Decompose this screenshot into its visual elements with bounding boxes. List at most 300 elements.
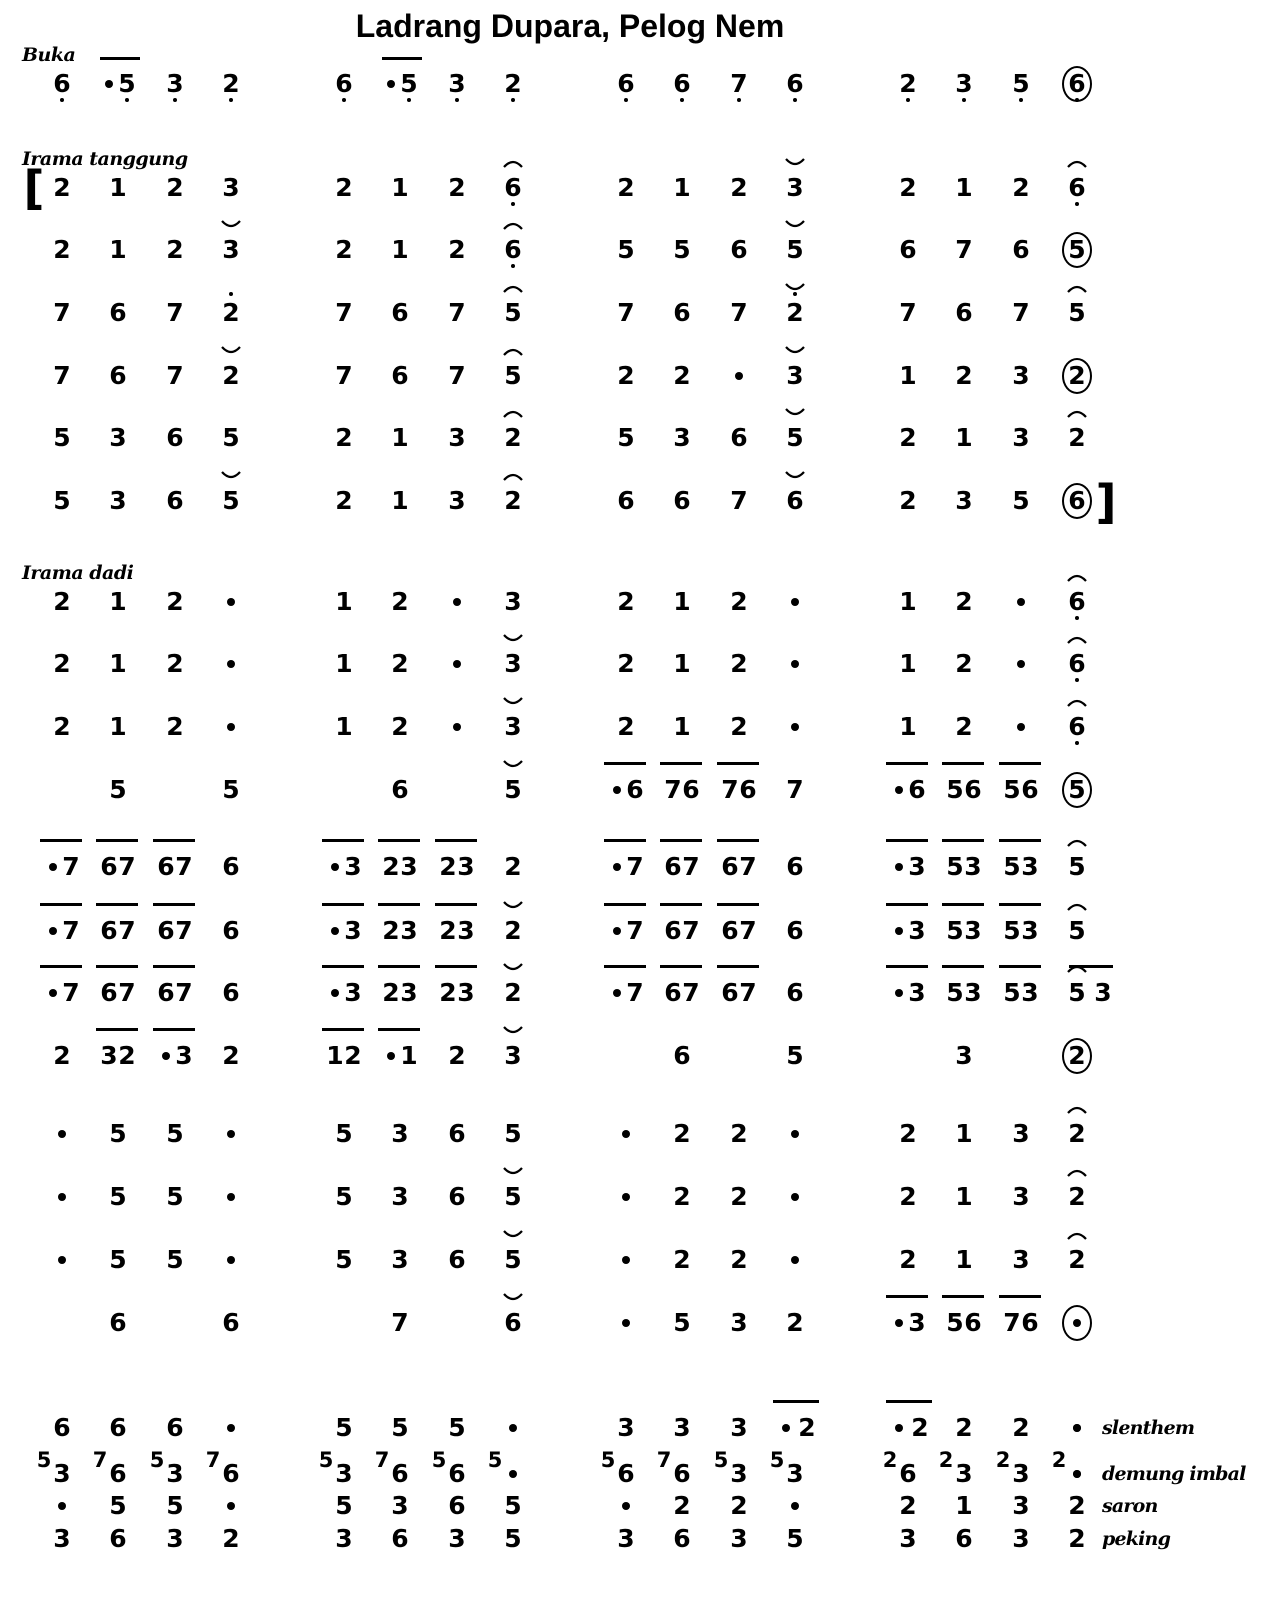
note: 5 xyxy=(1012,69,1030,98)
note: 6 xyxy=(222,916,240,945)
note: 5 xyxy=(617,423,635,452)
rest-dot xyxy=(735,372,743,380)
note: 5 xyxy=(786,423,804,452)
note: 2 xyxy=(118,1041,136,1070)
note: 6 xyxy=(391,1524,409,1553)
note: 6 xyxy=(617,69,635,98)
note: 7 xyxy=(739,852,757,881)
note: 3 xyxy=(53,1459,71,1488)
note: 3 xyxy=(1021,978,1039,1007)
note: 7 xyxy=(62,916,80,945)
beat-bar xyxy=(378,1028,420,1031)
note: 2 xyxy=(617,173,635,202)
note: 7 xyxy=(53,361,71,390)
note: 5 xyxy=(1068,852,1086,881)
rest-dot xyxy=(613,786,621,794)
note: 3 xyxy=(1012,1524,1030,1553)
note: 7 xyxy=(955,235,973,264)
kempul-mark-arc xyxy=(1067,283,1087,293)
note: 2 xyxy=(617,649,635,678)
kenong-mark-arc xyxy=(503,1026,523,1036)
demung-sup-note: 5 xyxy=(600,1448,616,1472)
note: 6 xyxy=(1068,173,1086,202)
note: 5 xyxy=(109,1119,127,1148)
note: 2 xyxy=(335,423,353,452)
gong-circle xyxy=(1062,772,1092,808)
kenong-mark-arc xyxy=(503,1293,523,1303)
note: 6 xyxy=(100,852,118,881)
note: 3 xyxy=(457,916,475,945)
note: 2 xyxy=(1068,1119,1086,1148)
note: 6 xyxy=(391,361,409,390)
note: 3 xyxy=(1012,1245,1030,1274)
low-octave-dot xyxy=(60,98,64,102)
note: 5 xyxy=(946,978,964,1007)
gong-circle xyxy=(1062,358,1092,394)
note: 2 xyxy=(448,1041,466,1070)
note: 6 xyxy=(1021,1308,1039,1337)
note: 3 xyxy=(908,978,926,1007)
note: 7 xyxy=(175,916,193,945)
instrument-label-slenthem: slenthem xyxy=(1102,1417,1195,1439)
rest-dot xyxy=(331,863,339,871)
note: 6 xyxy=(730,235,748,264)
note: 5 xyxy=(786,1041,804,1070)
kenong-mark-arc xyxy=(785,220,805,230)
note: 7 xyxy=(448,361,466,390)
rest-dot xyxy=(58,1256,66,1264)
note: 3 xyxy=(400,852,418,881)
note: 3 xyxy=(457,852,475,881)
note: 5 xyxy=(504,1119,522,1148)
note: 6 xyxy=(908,775,926,804)
demung-sup-note: 5 xyxy=(487,1448,503,1472)
note: 3 xyxy=(504,587,522,616)
note: 6 xyxy=(391,775,409,804)
beat-bar xyxy=(717,839,759,842)
kenong-mark-arc xyxy=(503,1230,523,1240)
note: 3 xyxy=(344,852,362,881)
note: 5 xyxy=(504,1524,522,1553)
rest-dot xyxy=(895,786,903,794)
note: 6 xyxy=(964,1308,982,1337)
note: 5 xyxy=(1012,486,1030,515)
note: 3 xyxy=(964,916,982,945)
note: 2 xyxy=(730,649,748,678)
beat-bar xyxy=(717,903,759,906)
note: 2 xyxy=(1068,1245,1086,1274)
note: 6 xyxy=(448,1491,466,1520)
rest-dot xyxy=(227,1256,235,1264)
note: 3 xyxy=(391,1182,409,1211)
note: 6 xyxy=(673,1041,691,1070)
page-title: Ladrang Dupara, Pelog Nem xyxy=(355,8,785,44)
kenong-mark-arc xyxy=(221,346,241,356)
note: 5 xyxy=(504,1491,522,1520)
beat-bar xyxy=(886,903,928,906)
rest-dot xyxy=(895,1424,903,1432)
note: 3 xyxy=(391,1491,409,1520)
kempul-mark-arc xyxy=(1067,1167,1087,1177)
beat-bar xyxy=(717,762,759,765)
note: 3 xyxy=(730,1413,748,1442)
rest-dot xyxy=(895,863,903,871)
note: 6 xyxy=(673,1524,691,1553)
note: 2 xyxy=(166,173,184,202)
beat-bar xyxy=(942,839,984,842)
note: 6 xyxy=(664,852,682,881)
rest-dot xyxy=(622,1319,630,1327)
note: 2 xyxy=(617,587,635,616)
note: 2 xyxy=(1012,1413,1030,1442)
note: 3 xyxy=(964,852,982,881)
beat-bar xyxy=(942,903,984,906)
note: 6 xyxy=(955,298,973,327)
kenong-mark-arc xyxy=(503,901,523,911)
note: 6 xyxy=(1068,649,1086,678)
note: 7 xyxy=(335,361,353,390)
kempul-mark-arc xyxy=(503,408,523,418)
note: 1 xyxy=(955,173,973,202)
kempul-mark-arc xyxy=(1067,901,1087,911)
note: 1 xyxy=(109,235,127,264)
note: 3 xyxy=(1012,1119,1030,1148)
note: 5 xyxy=(166,1119,184,1148)
note: 7 xyxy=(682,852,700,881)
kenong-mark-arc xyxy=(503,760,523,770)
low-octave-dot xyxy=(1075,741,1079,745)
note: 7 xyxy=(899,298,917,327)
note: 7 xyxy=(175,978,193,1007)
note: 3 xyxy=(1094,978,1112,1007)
kempul-mark-arc xyxy=(1067,697,1087,707)
note: 1 xyxy=(109,649,127,678)
note: 5 xyxy=(118,69,136,98)
note: 7 xyxy=(626,916,644,945)
note: 6 xyxy=(673,1459,691,1488)
rest-dot xyxy=(895,927,903,935)
note: 3 xyxy=(730,1308,748,1337)
note: 5 xyxy=(222,486,240,515)
demung-sup-note: 7 xyxy=(205,1448,221,1472)
note: 1 xyxy=(955,1491,973,1520)
kenong-mark-arc xyxy=(785,283,805,293)
note: 2 xyxy=(222,69,240,98)
note: 2 xyxy=(391,587,409,616)
beat-bar xyxy=(382,57,422,60)
note: 3 xyxy=(344,978,362,1007)
note: 5 xyxy=(504,361,522,390)
kenong-mark-arc xyxy=(785,471,805,481)
note: 2 xyxy=(53,587,71,616)
kempul-mark-arc xyxy=(1067,1230,1087,1240)
note: 3 xyxy=(109,423,127,452)
low-octave-dot xyxy=(342,98,346,102)
rest-dot xyxy=(622,1130,630,1138)
note: 6 xyxy=(504,235,522,264)
note: 2 xyxy=(899,173,917,202)
note: 3 xyxy=(908,916,926,945)
low-octave-dot xyxy=(407,98,411,102)
note: 6 xyxy=(617,1459,635,1488)
note: 7 xyxy=(391,1308,409,1337)
note: 2 xyxy=(955,649,973,678)
instrument-label-demung: demung imbal xyxy=(1102,1463,1246,1485)
note: 7 xyxy=(62,978,80,1007)
beat-bar xyxy=(886,965,928,968)
rest-dot xyxy=(791,1130,799,1138)
note: 6 xyxy=(109,1459,127,1488)
beat-bar xyxy=(435,839,477,842)
rest-dot xyxy=(453,598,461,606)
note: 7 xyxy=(118,978,136,1007)
rest-dot xyxy=(227,660,235,668)
note: 6 xyxy=(786,69,804,98)
note: 5 xyxy=(53,423,71,452)
note: 7 xyxy=(730,69,748,98)
note: 3 xyxy=(166,1524,184,1553)
note: 1 xyxy=(109,712,127,741)
note: 5 xyxy=(166,1491,184,1520)
note: 7 xyxy=(118,852,136,881)
beat-bar xyxy=(660,762,702,765)
note: 2 xyxy=(899,423,917,452)
demung-sup-note: 5 xyxy=(149,1448,165,1472)
beat-bar xyxy=(378,839,420,842)
note: 6 xyxy=(673,298,691,327)
note: 2 xyxy=(166,649,184,678)
note: 2 xyxy=(617,712,635,741)
note: 5 xyxy=(335,1245,353,1274)
note: 6 xyxy=(721,852,739,881)
note: 3 xyxy=(335,1459,353,1488)
note: 6 xyxy=(448,1245,466,1274)
note: 6 xyxy=(391,1459,409,1488)
kempul-mark-arc xyxy=(1067,837,1087,847)
beat-bar xyxy=(886,1295,928,1298)
kempul-mark-arc xyxy=(503,283,523,293)
beat-bar xyxy=(153,1028,195,1031)
kenong-mark-arc xyxy=(785,158,805,168)
note: 5 xyxy=(222,423,240,452)
beat-bar xyxy=(604,839,646,842)
rest-dot xyxy=(622,1256,630,1264)
note: 1 xyxy=(673,173,691,202)
demung-sup-note: 5 xyxy=(431,1448,447,1472)
note: 5 xyxy=(1068,298,1086,327)
rest-dot xyxy=(49,989,57,997)
note: 1 xyxy=(391,235,409,264)
note: 6 xyxy=(157,916,175,945)
note: 6 xyxy=(53,69,71,98)
note: 6 xyxy=(786,852,804,881)
note: 3 xyxy=(457,978,475,1007)
note: 2 xyxy=(1068,423,1086,452)
note: 7 xyxy=(1003,1308,1021,1337)
note: 7 xyxy=(626,852,644,881)
note: 2 xyxy=(222,298,240,327)
note: 6 xyxy=(222,852,240,881)
note: 5 xyxy=(448,1413,466,1442)
note: 2 xyxy=(1068,1041,1086,1070)
note: 2 xyxy=(1012,173,1030,202)
beat-bar xyxy=(96,903,138,906)
rest-dot xyxy=(49,863,57,871)
rest-dot xyxy=(1073,1470,1081,1478)
note: 5 xyxy=(786,235,804,264)
demung-sup-note: 2 xyxy=(882,1448,898,1472)
note: 2 xyxy=(899,69,917,98)
low-octave-dot xyxy=(1075,202,1079,206)
note: 6 xyxy=(1012,235,1030,264)
note: 3 xyxy=(908,1308,926,1337)
note: 3 xyxy=(908,852,926,881)
kempul-mark-arc xyxy=(1067,1104,1087,1114)
note: 1 xyxy=(391,486,409,515)
note: 6 xyxy=(664,978,682,1007)
note: 7 xyxy=(626,978,644,1007)
note: 1 xyxy=(955,1119,973,1148)
note: 3 xyxy=(504,1041,522,1070)
note: 3 xyxy=(175,1041,193,1070)
note: 2 xyxy=(504,852,522,881)
note: 2 xyxy=(673,361,691,390)
note: 2 xyxy=(730,1182,748,1211)
note: 3 xyxy=(400,978,418,1007)
beat-bar xyxy=(999,839,1041,842)
note: 6 xyxy=(109,1308,127,1337)
beat-bar xyxy=(660,903,702,906)
note: 6 xyxy=(109,298,127,327)
note: 1 xyxy=(955,423,973,452)
kempul-mark-arc xyxy=(1067,572,1087,582)
kenong-mark-arc xyxy=(503,634,523,644)
note: 2 xyxy=(955,361,973,390)
note: 5 xyxy=(617,235,635,264)
note: 3 xyxy=(166,1459,184,1488)
note: 6 xyxy=(786,486,804,515)
high-octave-dot xyxy=(229,292,233,296)
note: 2 xyxy=(448,235,466,264)
rest-dot xyxy=(613,927,621,935)
note: 3 xyxy=(1012,1491,1030,1520)
note: 5 xyxy=(109,1491,127,1520)
note: 2 xyxy=(1068,1524,1086,1553)
beat-bar xyxy=(378,965,420,968)
low-octave-dot xyxy=(1075,98,1079,102)
note: 6 xyxy=(899,235,917,264)
demung-sup-note: 2 xyxy=(938,1448,954,1472)
rest-dot xyxy=(331,989,339,997)
note: 3 xyxy=(53,1524,71,1553)
repeat-open-bracket: [ xyxy=(23,161,45,215)
note: 1 xyxy=(109,587,127,616)
rest-dot xyxy=(453,660,461,668)
beat-bar xyxy=(717,965,759,968)
rest-dot xyxy=(1017,598,1025,606)
kenong-mark-arc xyxy=(785,346,805,356)
note: 2 xyxy=(382,916,400,945)
kempul-mark-arc xyxy=(1067,634,1087,644)
note: 3 xyxy=(109,486,127,515)
rest-dot xyxy=(791,1256,799,1264)
note: 6 xyxy=(1021,775,1039,804)
beat-bar xyxy=(942,762,984,765)
note: 5 xyxy=(1068,916,1086,945)
note: 2 xyxy=(899,1491,917,1520)
beat-bar xyxy=(999,903,1041,906)
rest-dot xyxy=(791,598,799,606)
note: 5 xyxy=(109,775,127,804)
note: 3 xyxy=(448,69,466,98)
note: 2 xyxy=(786,1308,804,1337)
rest-dot xyxy=(1017,723,1025,731)
note: 2 xyxy=(1068,1182,1086,1211)
beat-bar xyxy=(886,1400,932,1403)
note: 6 xyxy=(53,1413,71,1442)
note: 2 xyxy=(53,173,71,202)
note: 5 xyxy=(391,1413,409,1442)
note: 3 xyxy=(730,1524,748,1553)
low-octave-dot xyxy=(1019,98,1023,102)
note: 2 xyxy=(730,1491,748,1520)
note: 1 xyxy=(673,649,691,678)
section-label-irama-tanggung: Irama tanggung xyxy=(22,148,188,170)
beat-bar xyxy=(435,965,477,968)
note: 2 xyxy=(53,649,71,678)
note: 3 xyxy=(673,423,691,452)
note: 2 xyxy=(617,361,635,390)
note: 3 xyxy=(786,1459,804,1488)
beat-bar xyxy=(604,762,646,765)
note: 2 xyxy=(730,1119,748,1148)
note: 3 xyxy=(400,916,418,945)
beat-bar xyxy=(660,965,702,968)
low-octave-dot xyxy=(511,98,515,102)
note: 2 xyxy=(955,587,973,616)
note: 2 xyxy=(504,486,522,515)
note: 2 xyxy=(899,1182,917,1211)
note: 6 xyxy=(166,423,184,452)
note: 6 xyxy=(739,775,757,804)
note: 5 xyxy=(166,1245,184,1274)
note: 7 xyxy=(175,852,193,881)
note: 5 xyxy=(166,1182,184,1211)
rest-dot xyxy=(58,1130,66,1138)
section-label-buka: Buka xyxy=(22,44,76,66)
note: 7 xyxy=(739,978,757,1007)
note: 3 xyxy=(166,69,184,98)
demung-sup-note: 2 xyxy=(995,1448,1011,1472)
kempul-mark-arc xyxy=(503,346,523,356)
note: 1 xyxy=(335,587,353,616)
note: 6 xyxy=(721,916,739,945)
note: 2 xyxy=(391,712,409,741)
low-octave-dot xyxy=(1075,616,1079,620)
rest-dot xyxy=(227,1424,235,1432)
note: 2 xyxy=(1068,361,1086,390)
note: 6 xyxy=(664,916,682,945)
rest-dot xyxy=(58,1502,66,1510)
note: 2 xyxy=(439,916,457,945)
note: 6 xyxy=(109,361,127,390)
note: 2 xyxy=(504,916,522,945)
note: 2 xyxy=(798,1413,816,1442)
note: 7 xyxy=(62,852,80,881)
note: 5 xyxy=(504,775,522,804)
note: 7 xyxy=(335,298,353,327)
demung-sup-note: 5 xyxy=(713,1448,729,1472)
